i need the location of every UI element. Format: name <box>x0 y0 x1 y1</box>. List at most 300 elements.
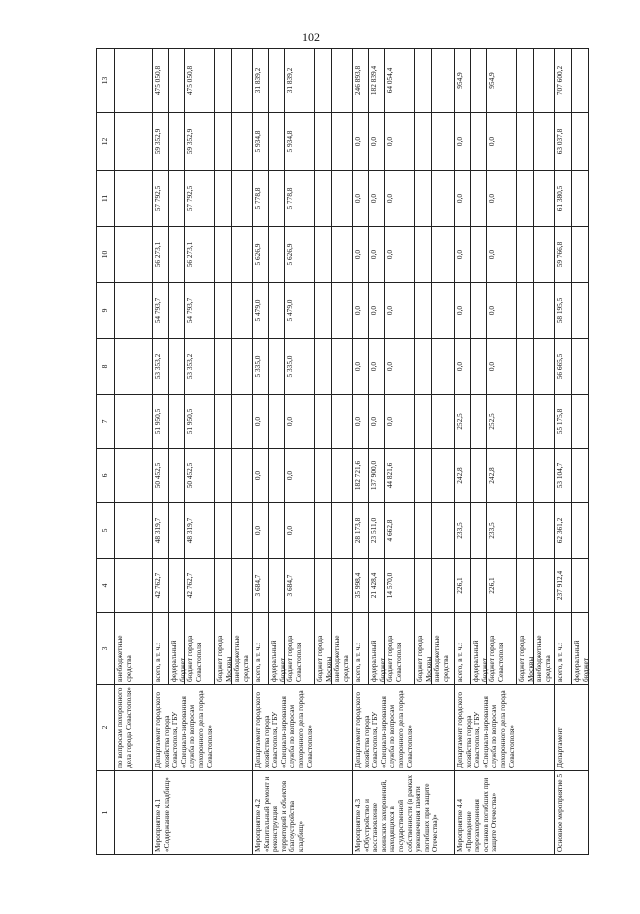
value-cell: 233,5 <box>486 503 516 558</box>
value-cell: 246 893,8 <box>353 65 362 96</box>
value-cell <box>268 503 284 558</box>
value-cell: 0,0 <box>353 136 362 147</box>
value-cell <box>533 113 554 170</box>
value-cell <box>168 283 184 338</box>
value-cell <box>470 339 486 394</box>
value-cell <box>214 503 231 558</box>
source-label: всего, в т. ч.: <box>153 642 162 682</box>
source-label: всего, в т. ч.: <box>253 642 262 682</box>
value-column <box>153 49 253 113</box>
value-cell <box>431 559 452 612</box>
value-cell <box>431 113 452 170</box>
value-cell: 0,0 <box>384 171 414 226</box>
value-column <box>153 395 253 449</box>
continuation-row <box>115 49 153 855</box>
value-cell <box>268 227 284 282</box>
value-cell: 0,0 <box>368 395 384 448</box>
value-column <box>353 113 455 171</box>
measure-row <box>353 49 455 855</box>
source-label: бюджет города Севастополя <box>486 613 516 684</box>
value-cell: 0,0 <box>455 305 464 316</box>
value-cell <box>268 559 284 612</box>
value-column <box>353 283 455 339</box>
value-cell: 54 793,7 <box>184 283 214 338</box>
value-cell: 0,0 <box>368 227 384 282</box>
value-cell <box>314 449 331 502</box>
value-cell: 55 175,8 <box>555 408 564 435</box>
value-cell: 182 721,6 <box>353 460 362 491</box>
value-cell: 5 626,9 <box>253 243 262 266</box>
column-number: 12 <box>97 113 115 171</box>
source-label: внебюджетные средства <box>431 613 452 684</box>
value-cell: 0,0 <box>284 503 314 558</box>
value-cell <box>314 113 331 170</box>
value-cell <box>331 503 352 558</box>
column-number: 9 <box>97 283 115 339</box>
value-cell: 53 353,2 <box>153 353 162 380</box>
value-cell: 242,8 <box>486 449 516 502</box>
value-cell: 237 912,4 <box>555 570 564 601</box>
value-cell: 5 778,8 <box>284 171 314 226</box>
value-column <box>253 395 353 449</box>
value-column <box>555 339 589 395</box>
value-column <box>253 503 353 559</box>
value-cell: 0,0 <box>353 305 362 316</box>
value-cell <box>115 395 153 449</box>
value-cell: 23 511,0 <box>368 503 384 558</box>
value-column <box>253 559 353 613</box>
value-column <box>253 171 353 227</box>
value-cell <box>571 227 588 282</box>
measure-name: Мероприятие 4.1 «Содержание кладбищ» <box>153 771 253 855</box>
value-cell <box>414 113 431 170</box>
value-column <box>353 559 455 613</box>
value-cell: 48 319,7 <box>184 503 214 558</box>
source-label: федеральный бюджет <box>268 613 284 684</box>
value-cell <box>571 503 588 558</box>
sources-cell <box>555 613 589 685</box>
value-cell: 54 793,7 <box>153 297 162 324</box>
value-cell: 137 900,0 <box>368 449 384 502</box>
value-column <box>455 171 555 227</box>
value-cell <box>533 449 554 502</box>
value-column <box>153 171 253 227</box>
budget-table-rotated <box>96 49 590 855</box>
value-cell <box>414 339 431 394</box>
value-column <box>153 283 253 339</box>
value-cell <box>516 227 533 282</box>
executor-name: Департамент городского хозяйства города Севастополя, ГБУ «Специали-зированная служба по вопросам похоронного дела города Севастополя» <box>153 685 253 771</box>
value-cell: 56 273,1 <box>184 227 214 282</box>
value-cell: 0,0 <box>455 361 464 372</box>
value-cell: 954,9 <box>455 72 464 89</box>
value-cell: 5 335,0 <box>253 355 262 378</box>
value-column <box>555 395 589 449</box>
column-number: 1 <box>97 771 115 855</box>
value-cell <box>470 395 486 448</box>
value-cell <box>231 503 252 558</box>
value-cell: 57 792,5 <box>153 185 162 212</box>
value-cell <box>168 227 184 282</box>
source-label: бюджет города Севастополя <box>384 613 414 684</box>
measure-name: Мероприятие 4.4 «Проведение перезахоронения останков погибших при защите Отечества» <box>455 771 555 855</box>
value-cell <box>431 503 452 558</box>
value-cell <box>168 449 184 502</box>
value-cell <box>168 113 184 170</box>
value-cell <box>268 171 284 226</box>
measure-cell <box>115 771 153 855</box>
source-label: федеральный бюджет <box>168 613 184 684</box>
value-cell <box>533 171 554 226</box>
measure-row <box>153 49 253 855</box>
value-cell: 954,9 <box>486 49 516 112</box>
value-cell: 53 104,7 <box>555 462 564 489</box>
value-cell: 62 361,2 <box>555 517 564 544</box>
value-cell <box>414 559 431 612</box>
value-cell <box>414 283 431 338</box>
value-cell: 0,0 <box>368 339 384 394</box>
sources-cell <box>153 613 253 685</box>
value-cell: 0,0 <box>486 113 516 170</box>
source-label: внебюджетные средства <box>331 613 352 684</box>
value-cell <box>431 283 452 338</box>
measure-name: Мероприятие 4.3 «Обустройство и восстановление воинских захоронений, находящихся в государственной собственности (в рамках увековечения памяти погибших при защите Отечества)» <box>353 771 455 855</box>
value-cell <box>314 49 331 112</box>
value-cell: 14 570,0 <box>384 559 414 612</box>
value-cell <box>414 227 431 282</box>
source-label: бюджет города Москвы <box>314 613 331 684</box>
value-cell <box>571 49 588 112</box>
value-column <box>353 395 455 449</box>
value-cell: 0,0 <box>384 395 414 448</box>
value-cell: 5 335,0 <box>284 339 314 394</box>
value-column <box>253 283 353 339</box>
value-cell <box>168 339 184 394</box>
column-number: 10 <box>97 227 115 283</box>
value-column <box>153 113 253 171</box>
value-cell <box>231 113 252 170</box>
measure-row <box>253 49 353 855</box>
value-cell: 707 600,2 <box>555 65 564 96</box>
value-cell: 53 353,2 <box>184 339 214 394</box>
value-cell <box>268 395 284 448</box>
value-cell: 4 662,8 <box>384 503 414 558</box>
column-number: 3 <box>97 613 115 685</box>
value-cell <box>331 113 352 170</box>
value-cell <box>470 449 486 502</box>
value-cell: 226,1 <box>486 559 516 612</box>
value-cell <box>470 49 486 112</box>
column-number: 6 <box>97 449 115 503</box>
value-cell <box>516 503 533 558</box>
value-cell: 56 273,1 <box>153 241 162 268</box>
value-cell <box>516 49 533 112</box>
value-cell: 3 684,7 <box>284 559 314 612</box>
value-cell <box>115 113 153 171</box>
value-cell <box>516 559 533 612</box>
value-cell: 0,0 <box>353 193 362 204</box>
value-cell: 0,0 <box>284 395 314 448</box>
source-label: бюджет города Москвы <box>414 613 431 684</box>
value-cell <box>268 283 284 338</box>
value-column <box>353 503 455 559</box>
value-cell <box>214 283 231 338</box>
value-cell <box>214 227 231 282</box>
value-cell <box>314 171 331 226</box>
value-cell: 5 934,8 <box>284 113 314 170</box>
value-cell <box>331 49 352 112</box>
value-cell <box>414 49 431 112</box>
value-cell: 0,0 <box>368 171 384 226</box>
value-cell: 48 319,7 <box>153 517 162 544</box>
value-cell: 0,0 <box>384 113 414 170</box>
value-cell <box>533 559 554 612</box>
value-cell <box>331 395 352 448</box>
value-cell <box>470 283 486 338</box>
value-column <box>253 227 353 283</box>
value-cell <box>516 449 533 502</box>
value-column <box>555 449 589 503</box>
value-cell <box>414 395 431 448</box>
value-cell: 31 839,2 <box>284 49 314 112</box>
value-cell: 57 792,5 <box>184 171 214 226</box>
value-cell <box>115 503 153 559</box>
value-cell: 64 054,4 <box>384 49 414 112</box>
value-cell <box>214 171 231 226</box>
value-cell <box>314 283 331 338</box>
column-number: 5 <box>97 503 115 559</box>
source-label: всего, в т. ч.: <box>555 642 564 682</box>
value-cell: 0,0 <box>486 227 516 282</box>
value-cell: 44 821,6 <box>384 449 414 502</box>
value-cell: 0,0 <box>368 283 384 338</box>
measure-name: Мероприятие 4.2 «Капитальный ремонт и реконструкция территорий и объектов благоустройства кладбищ» <box>253 771 353 855</box>
executor-name: Департамент <box>555 685 589 771</box>
value-cell: 252,5 <box>486 395 516 448</box>
budget-table <box>96 48 589 855</box>
value-cell <box>168 171 184 226</box>
value-cell: 0,0 <box>455 249 464 260</box>
value-cell: 58 195,5 <box>555 297 564 324</box>
value-cell <box>431 227 452 282</box>
value-cell: 0,0 <box>486 171 516 226</box>
value-column <box>153 339 253 395</box>
executor-name: Департамент городского хозяйства города Севастополя, ГБУ «Специали-зированная служба по вопросам похоронного дела города Севастополя» <box>455 685 555 771</box>
value-cell <box>431 339 452 394</box>
value-cell <box>516 171 533 226</box>
value-cell: 59 766,8 <box>555 241 564 268</box>
value-cell <box>571 171 588 226</box>
value-column <box>353 227 455 283</box>
value-cell: 5 626,9 <box>284 227 314 282</box>
value-column <box>455 113 555 171</box>
value-cell <box>516 283 533 338</box>
source-label: всего, в т. ч.: <box>455 642 464 682</box>
column-number: 2 <box>97 685 115 771</box>
value-cell <box>533 339 554 394</box>
value-cell <box>214 49 231 112</box>
value-cell <box>231 449 252 502</box>
value-cell: 242,8 <box>455 467 464 484</box>
value-cell <box>533 227 554 282</box>
value-cell <box>331 559 352 612</box>
value-cell <box>571 449 588 502</box>
value-cell <box>168 49 184 112</box>
source-cell: внебюджетные средства <box>115 613 153 685</box>
value-cell <box>314 395 331 448</box>
measure-row-last <box>555 49 589 855</box>
value-cell <box>571 559 588 612</box>
value-column <box>153 503 253 559</box>
source-label: федеральный бюджет <box>368 613 384 684</box>
value-cell: 0,0 <box>384 283 414 338</box>
value-column <box>353 171 455 227</box>
value-column <box>455 49 555 113</box>
value-cell: 0,0 <box>368 113 384 170</box>
value-column <box>353 49 455 113</box>
value-cell <box>431 449 452 502</box>
value-cell: 0,0 <box>455 193 464 204</box>
source-label: бюджет города Москвы <box>516 613 533 684</box>
value-column <box>253 113 353 171</box>
value-cell <box>231 283 252 338</box>
value-cell <box>533 49 554 112</box>
value-column <box>455 339 555 395</box>
value-cell <box>231 49 252 112</box>
value-cell <box>431 395 452 448</box>
value-column <box>153 449 253 503</box>
value-cell <box>331 283 352 338</box>
value-cell: 0,0 <box>253 416 262 427</box>
value-cell <box>414 449 431 502</box>
value-cell <box>516 113 533 170</box>
value-cell <box>268 113 284 170</box>
executor-name: Департамент городского хозяйства города Севастополя, ГБУ «Специали-зированная служба по вопросам похоронного дела города Севастополя» <box>353 685 455 771</box>
value-cell: 5 479,0 <box>284 283 314 338</box>
column-number: 7 <box>97 395 115 449</box>
source-label: бюджет города Москвы <box>214 613 231 684</box>
value-column <box>253 339 353 395</box>
source-label: бюджет города Севастополя <box>184 613 214 684</box>
value-cell: 51 950,5 <box>153 408 162 435</box>
value-cell <box>533 395 554 448</box>
value-cell <box>470 503 486 558</box>
value-cell <box>571 113 588 170</box>
value-cell: 59 352,9 <box>153 128 162 155</box>
value-cell: 21 428,4 <box>368 559 384 612</box>
value-cell: 0,0 <box>384 339 414 394</box>
value-column <box>153 227 253 283</box>
value-cell <box>231 395 252 448</box>
column-number: 4 <box>97 559 115 613</box>
value-cell: 63 037,8 <box>555 128 564 155</box>
value-cell <box>314 503 331 558</box>
value-cell <box>314 339 331 394</box>
value-cell <box>571 395 588 448</box>
value-cell <box>214 339 231 394</box>
value-cell <box>331 339 352 394</box>
value-column <box>555 559 589 613</box>
value-cell <box>470 227 486 282</box>
value-cell: 35 998,4 <box>353 572 362 599</box>
value-column <box>455 395 555 449</box>
value-column <box>153 559 253 613</box>
value-cell <box>214 395 231 448</box>
source-label: бюджет города Севастополя <box>284 613 314 684</box>
sources-cell <box>253 613 353 685</box>
value-cell: 226,1 <box>455 577 464 594</box>
value-cell: 59 352,9 <box>184 113 214 170</box>
value-cell: 0,0 <box>253 525 262 536</box>
value-column <box>455 283 555 339</box>
value-cell <box>268 449 284 502</box>
value-cell: 50 452,5 <box>184 449 214 502</box>
value-column <box>555 227 589 283</box>
column-number: 8 <box>97 339 115 395</box>
value-cell <box>470 171 486 226</box>
source-label: всего, в т. ч.: <box>353 642 362 682</box>
measure-name: Основное мероприятие 5 <box>555 771 589 855</box>
value-cell <box>431 49 452 112</box>
source-label: федеральный бюджет <box>571 613 588 684</box>
value-cell: 0,0 <box>253 470 262 481</box>
value-cell <box>331 449 352 502</box>
value-column <box>455 559 555 613</box>
value-cell <box>314 227 331 282</box>
value-cell <box>431 171 452 226</box>
value-cell: 5 934,8 <box>253 130 262 153</box>
value-cell: 51 950,5 <box>184 395 214 448</box>
value-cell: 31 839,2 <box>253 67 262 94</box>
value-cell: 0,0 <box>353 361 362 372</box>
executor-name: Департамент городского хозяйства города Севастополя, ГБУ «Специали-зированная служба по вопросам похоронного дела города Севастополя» <box>253 685 353 771</box>
value-cell <box>214 449 231 502</box>
value-cell <box>115 559 153 613</box>
value-cell: 61 380,5 <box>555 185 564 212</box>
value-column <box>555 49 589 113</box>
value-cell <box>533 503 554 558</box>
value-column <box>555 171 589 227</box>
value-cell: 42 762,7 <box>184 559 214 612</box>
value-cell: 3 684,7 <box>253 574 262 597</box>
value-cell <box>231 227 252 282</box>
measure-row <box>455 49 555 855</box>
value-column <box>353 339 455 395</box>
value-cell: 0,0 <box>284 449 314 502</box>
value-cell <box>571 339 588 394</box>
value-column <box>353 449 455 503</box>
value-cell: 50 452,5 <box>153 462 162 489</box>
value-cell <box>168 559 184 612</box>
value-cell: 475 050,8 <box>153 65 162 96</box>
value-cell <box>115 49 153 113</box>
value-cell <box>470 559 486 612</box>
value-cell <box>115 227 153 283</box>
value-cell: 182 839,4 <box>368 49 384 112</box>
value-cell <box>268 49 284 112</box>
source-label: внебюджетные средства <box>533 613 554 684</box>
value-cell <box>231 339 252 394</box>
value-cell <box>331 171 352 226</box>
sources-cell <box>455 613 555 685</box>
column-number: 13 <box>97 49 115 113</box>
value-cell <box>533 283 554 338</box>
value-cell: 0,0 <box>455 136 464 147</box>
value-cell: 0,0 <box>353 416 362 427</box>
source-label: внебюджетные средства <box>231 613 252 684</box>
value-cell: 475 050,8 <box>184 49 214 112</box>
value-column <box>455 449 555 503</box>
